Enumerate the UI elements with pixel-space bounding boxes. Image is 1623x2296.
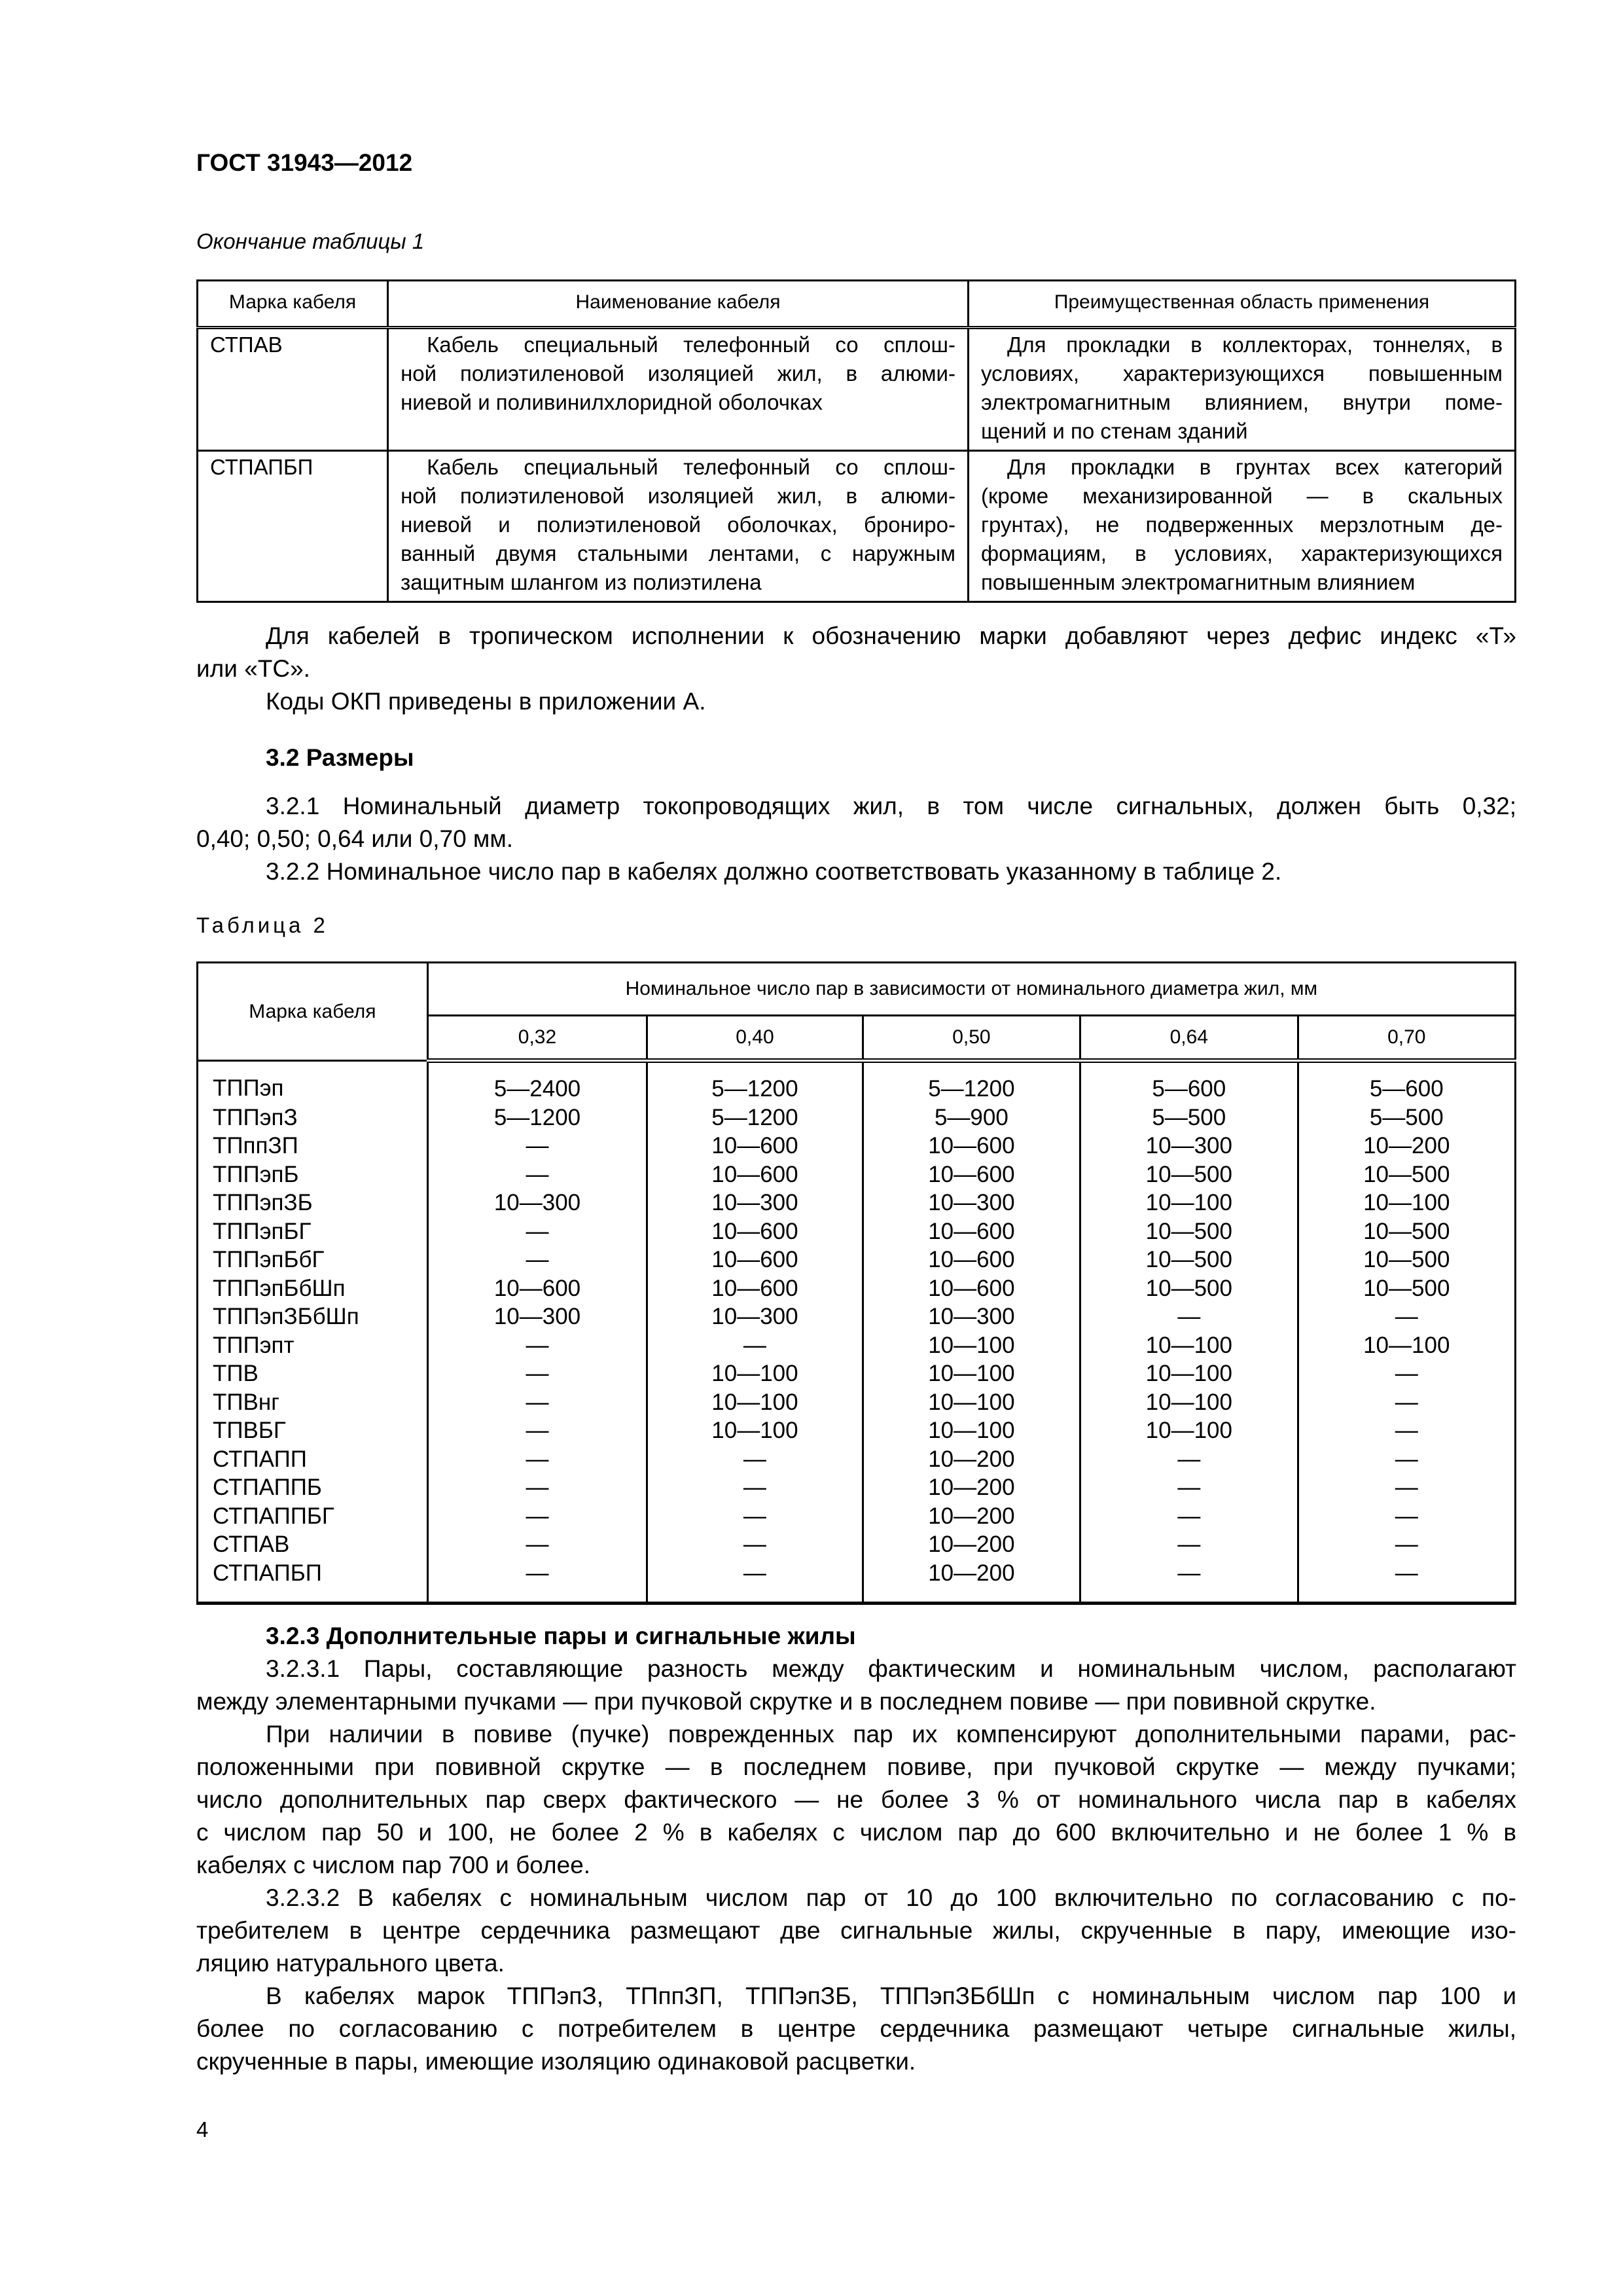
table-row <box>198 1359 1516 1388</box>
pair-range: 10—300 <box>863 1189 1080 1217</box>
table-row <box>198 1559 1516 1604</box>
text-line: число дополнительных пар сверх фактического — не более 3 % от номинального числа пар в кабелях <box>196 1786 1516 1813</box>
pair-range: 10—200 <box>863 1473 1080 1502</box>
header-diameter: 0,70 <box>1298 1016 1515 1061</box>
cable-mark: ТПВБГ <box>198 1416 428 1445</box>
text-line: Для прокладки в коллекторах, тоннелях, в <box>1007 332 1503 357</box>
text-line: 3.2.1 Номинальный диаметр токопроводящих жил, в том числе сигнальных, должен быть 0,32; <box>266 793 1516 819</box>
text-line: более по согласованию с потребителем в центре сердечника размещают четыре сигнальные жилы, <box>196 2015 1516 2042</box>
pair-range: 10—100 <box>863 1388 1080 1417</box>
table-row <box>198 1502 1516 1531</box>
table-1-header <box>198 281 1516 328</box>
text-line: 3.2.3.1 Пары, составляющие разность между фактическим и номинальным числом, располагают <box>266 1655 1516 1682</box>
pair-range: — <box>427 1416 647 1445</box>
pair-range: 10—500 <box>1080 1160 1298 1189</box>
text-line: ниевой и поливинилхлоридной оболочках <box>401 390 823 414</box>
header-group: Номинальное число пар в зависимости от номинального диаметра жил, мм <box>427 963 1515 1016</box>
pair-range: 5—500 <box>1080 1103 1298 1132</box>
header-mark: Марка кабеля <box>198 281 388 328</box>
pair-range: 10—600 <box>647 1132 863 1160</box>
pair-range: 10—300 <box>427 1302 647 1331</box>
section-heading <box>196 742 1516 774</box>
pair-range: 10—600 <box>863 1246 1080 1274</box>
cable-mark: СТПАПБП <box>198 451 388 602</box>
pair-range: 5—1200 <box>647 1061 863 1103</box>
text-line: Кабель специальный телефонный со сплош- <box>427 455 955 479</box>
table-row <box>198 1445 1516 1474</box>
pair-range: — <box>1298 1473 1515 1502</box>
table-row <box>198 1388 1516 1417</box>
pair-range: 10—600 <box>647 1274 863 1303</box>
cable-mark: ТППэпБбГ <box>198 1246 428 1274</box>
pair-range: 10—100 <box>1298 1189 1515 1217</box>
pair-range: — <box>1298 1302 1515 1331</box>
cable-mark: ТППэпБ <box>198 1160 428 1189</box>
document-code: ГОСТ 31943—2012 <box>196 149 413 176</box>
pair-range: — <box>427 1160 647 1189</box>
table-row <box>198 451 1516 602</box>
table-2 <box>196 961 1516 1605</box>
text-line: ванный двумя стальными лентами, с наружным <box>401 541 955 565</box>
table-continuation-label: Окончание таблицы 1 <box>196 229 425 253</box>
pair-range: 10—100 <box>1080 1416 1298 1445</box>
table-1 <box>196 279 1516 603</box>
pair-range: 10—300 <box>1080 1132 1298 1160</box>
paragraph <box>196 1653 1516 1718</box>
pair-range: 10—300 <box>647 1302 863 1331</box>
text-line: 3.2.3.2 В кабелях с номинальным числом пар от 10 до 100 включительно по согласованию с по- <box>266 1884 1516 1911</box>
text-line: 3.2.3 Дополнительные пары и сигнальные жилы <box>266 1623 856 1649</box>
pair-range: — <box>1298 1502 1515 1531</box>
table-row <box>198 328 1516 451</box>
pair-range: 10—200 <box>863 1559 1080 1604</box>
pair-range: — <box>427 1559 647 1604</box>
text-line: между элементарными пучками — при пучковой скрутке и в последнем повиве — при повивной скрутке. <box>196 1688 1376 1715</box>
cable-mark: ТПВ <box>198 1359 428 1388</box>
table-row <box>198 1274 1516 1303</box>
pair-range: — <box>647 1530 863 1559</box>
pair-range: — <box>1298 1530 1515 1559</box>
text-section-top <box>196 620 1516 888</box>
pair-range: — <box>1080 1445 1298 1474</box>
header-diameter: 0,32 <box>427 1016 647 1061</box>
pair-range: — <box>427 1502 647 1531</box>
text-line: В кабелях марок ТППэпЗ, ТПппЗП, ТППэпЗБ, ТППэпЗБбШп с номинальным числом пар 100 и <box>266 1982 1516 2009</box>
cable-mark: ТППэпЗБбШп <box>198 1302 428 1331</box>
table-row <box>198 1246 1516 1274</box>
text-line: щений и по стенам зданий <box>980 419 1248 443</box>
pair-range: 10—100 <box>647 1359 863 1388</box>
header-area: Преимущественная область применения <box>968 281 1515 328</box>
table-row <box>198 1416 1516 1445</box>
table-row <box>198 1061 1516 1103</box>
table-row <box>198 1530 1516 1559</box>
pair-range: — <box>1298 1359 1515 1388</box>
pair-range: 10—300 <box>427 1189 647 1217</box>
pair-range: — <box>427 1473 647 1502</box>
pair-range: — <box>427 1132 647 1160</box>
pair-range: 10—100 <box>1080 1331 1298 1360</box>
pair-range: 10—600 <box>647 1217 863 1246</box>
text-line: 0,40; 0,50; 0,64 или 0,70 мм. <box>196 825 514 852</box>
pair-range: — <box>427 1359 647 1388</box>
cable-mark: СТПАПБП <box>198 1559 428 1604</box>
section-heading <box>196 1620 1516 1653</box>
cable-mark: СТПАППБ <box>198 1473 428 1502</box>
cable-mark: СТПАППБГ <box>198 1502 428 1531</box>
cell-name <box>388 451 969 602</box>
pair-range: 10—100 <box>1080 1189 1298 1217</box>
pair-range: 10—500 <box>1298 1274 1515 1303</box>
header-mark: Марка кабеля <box>198 963 428 1061</box>
text-line: ной полиэтиленовой изоляцией жил, в алюми- <box>401 484 955 508</box>
text-line: ной полиэтиленовой изоляцией жил, в алюми- <box>401 361 955 386</box>
pair-range: 10—500 <box>1298 1160 1515 1189</box>
pair-range: — <box>647 1502 863 1531</box>
pair-range: — <box>647 1445 863 1474</box>
cable-mark: ТППэп <box>198 1061 428 1103</box>
paragraph <box>196 855 1516 888</box>
pair-range: 10—200 <box>1298 1132 1515 1160</box>
pair-range: — <box>1298 1445 1515 1474</box>
cell-name <box>388 328 969 451</box>
text-line: повышенным электромагнитным влиянием <box>980 570 1416 594</box>
cable-mark: ТПВнг <box>198 1388 428 1417</box>
text-line: или «ТС». <box>196 655 310 682</box>
paragraph <box>196 1980 1516 2078</box>
pair-range: 10—600 <box>647 1246 863 1274</box>
paragraph <box>196 1718 1516 1882</box>
cable-mark: ТППэпБГ <box>198 1217 428 1246</box>
pair-range: — <box>427 1445 647 1474</box>
text-line: Кабель специальный телефонный со сплош- <box>427 332 955 357</box>
text-line: скрученные в пары, имеющие изоляцию одинаковой расцветки. <box>196 2048 916 2075</box>
text-line: электромагнитным влиянием, внутри поме- <box>980 390 1503 414</box>
cable-mark: СТПАПП <box>198 1445 428 1474</box>
cable-mark: ТППэпЗ <box>198 1103 428 1132</box>
text-line: с числом пар 50 и 100, не более 2 % в кабелях с числом пар до 600 включительно и не более 1 % в <box>196 1819 1516 1846</box>
text-line: условиях, характеризующихся повышенным <box>980 361 1503 386</box>
pair-range: 10—600 <box>863 1217 1080 1246</box>
pair-range: 10—100 <box>1298 1331 1515 1360</box>
text-line: Для кабелей в тропическом исполнении к обозначению марки добавляют через дефис индекс «Т» <box>266 622 1516 649</box>
pair-range: — <box>1080 1502 1298 1531</box>
pair-range: — <box>647 1331 863 1360</box>
pair-range: 5—1200 <box>647 1103 863 1132</box>
cell-area <box>968 328 1515 451</box>
table-row <box>198 1132 1516 1160</box>
text-line: 3.2.2 Номинальное число пар в кабелях должно соответствовать указанному в таблице 2. <box>266 858 1282 885</box>
table-row <box>198 1302 1516 1331</box>
pair-range: 5—900 <box>863 1103 1080 1132</box>
paragraph <box>196 1882 1516 1980</box>
pair-range: — <box>1298 1388 1515 1417</box>
text-line: грунтах), не подверженных мерзлотным де- <box>980 512 1503 537</box>
pair-range: 10—600 <box>647 1160 863 1189</box>
text-line: При наличии в повиве (пучке) поврежденных пар их компенсируют дополнительными парами, рас- <box>266 1721 1516 1748</box>
page-number: 4 <box>196 2117 209 2142</box>
table-row <box>198 1103 1516 1132</box>
cable-mark: ТППэпБбШп <box>198 1274 428 1303</box>
text-line: (кроме механизированной — в скальных <box>980 484 1503 508</box>
pair-range: — <box>1298 1559 1515 1604</box>
table-row <box>198 1473 1516 1502</box>
pair-range: 10—100 <box>1080 1388 1298 1417</box>
text-line: положенными при повивной скрутке — в последнем повиве, при пучковой скрутке — между пучками; <box>196 1753 1516 1780</box>
paragraph <box>196 685 1516 718</box>
cable-mark: СТПАВ <box>198 328 388 451</box>
pair-range: 10—600 <box>863 1132 1080 1160</box>
pair-range: 5—1200 <box>427 1103 647 1132</box>
header-diameter: 0,40 <box>647 1016 863 1061</box>
cable-mark: СТПАВ <box>198 1530 428 1559</box>
pair-range: — <box>1080 1559 1298 1604</box>
text-line: защитным шлангом из полиэтилена <box>401 570 762 594</box>
pair-range: 10—200 <box>863 1502 1080 1531</box>
pair-range: 10—500 <box>1080 1274 1298 1303</box>
pair-range: 10—500 <box>1080 1217 1298 1246</box>
pair-range: 10—100 <box>647 1416 863 1445</box>
pair-range: 10—500 <box>1298 1246 1515 1274</box>
pair-range: — <box>427 1217 647 1246</box>
cable-mark: ТППэпЗБ <box>198 1189 428 1217</box>
pair-range: — <box>427 1530 647 1559</box>
pair-range: — <box>1080 1302 1298 1331</box>
text-line: 3.2 Размеры <box>266 744 414 771</box>
paragraph <box>196 620 1516 685</box>
header-diameter: 0,50 <box>863 1016 1080 1061</box>
cable-mark: ТПппЗП <box>198 1132 428 1160</box>
pair-range: 10—500 <box>1080 1246 1298 1274</box>
pair-range: 10—600 <box>427 1274 647 1303</box>
pair-range: — <box>427 1388 647 1417</box>
text-line: ниевой и полиэтиленовой оболочках, брониро- <box>401 512 955 537</box>
pair-range: — <box>1298 1416 1515 1445</box>
cell-area <box>968 451 1515 602</box>
pair-range: — <box>427 1331 647 1360</box>
table-row <box>198 1217 1516 1246</box>
header-diameter: 0,64 <box>1080 1016 1298 1061</box>
pair-range: — <box>427 1246 647 1274</box>
pair-range: 10—300 <box>647 1189 863 1217</box>
pair-range: 10—300 <box>863 1302 1080 1331</box>
text-line: требителем в центре сердечника размещают две сигнальные жилы, скрученные в пару, имеющие изо- <box>196 1917 1516 1944</box>
pair-range: 10—100 <box>647 1388 863 1417</box>
pair-range: 10—200 <box>863 1530 1080 1559</box>
text-line: кабелях с числом пар 700 и более. <box>196 1852 591 1878</box>
text-line: Для прокладки в грунтах всех категорий <box>1007 455 1503 479</box>
pair-range: — <box>647 1559 863 1604</box>
table-row <box>198 1331 1516 1360</box>
pair-range: 10—100 <box>863 1416 1080 1445</box>
text-line: ляцию натурального цвета. <box>196 1950 505 1977</box>
table-row <box>198 1160 1516 1189</box>
pair-range: 5—500 <box>1298 1103 1515 1132</box>
text-section-bottom <box>196 1620 1516 2078</box>
header-name: Наименование кабеля <box>388 281 969 328</box>
pair-range: 5—600 <box>1080 1061 1298 1103</box>
table-2-caption: Таблица 2 <box>196 913 329 937</box>
pair-range: 5—2400 <box>427 1061 647 1103</box>
pair-range: 5—1200 <box>863 1061 1080 1103</box>
pair-range: 10—500 <box>1298 1217 1515 1246</box>
cable-mark: ТППэпт <box>198 1331 428 1360</box>
pair-range: 10—200 <box>863 1445 1080 1474</box>
text-line: Коды ОКП приведены в приложении А. <box>266 688 706 715</box>
paragraph <box>196 790 1516 855</box>
pair-range: 5—600 <box>1298 1061 1515 1103</box>
pair-range: — <box>647 1473 863 1502</box>
pair-range: 10—100 <box>863 1359 1080 1388</box>
pair-range: 10—600 <box>863 1160 1080 1189</box>
pair-range: 10—100 <box>1080 1359 1298 1388</box>
pair-range: — <box>1080 1530 1298 1559</box>
pair-range: — <box>1080 1473 1298 1502</box>
pair-range: 10—600 <box>863 1274 1080 1303</box>
table-row <box>198 1189 1516 1217</box>
pair-range: 10—100 <box>863 1331 1080 1360</box>
text-line: формациям, в условиях, характеризующихся <box>980 541 1503 565</box>
